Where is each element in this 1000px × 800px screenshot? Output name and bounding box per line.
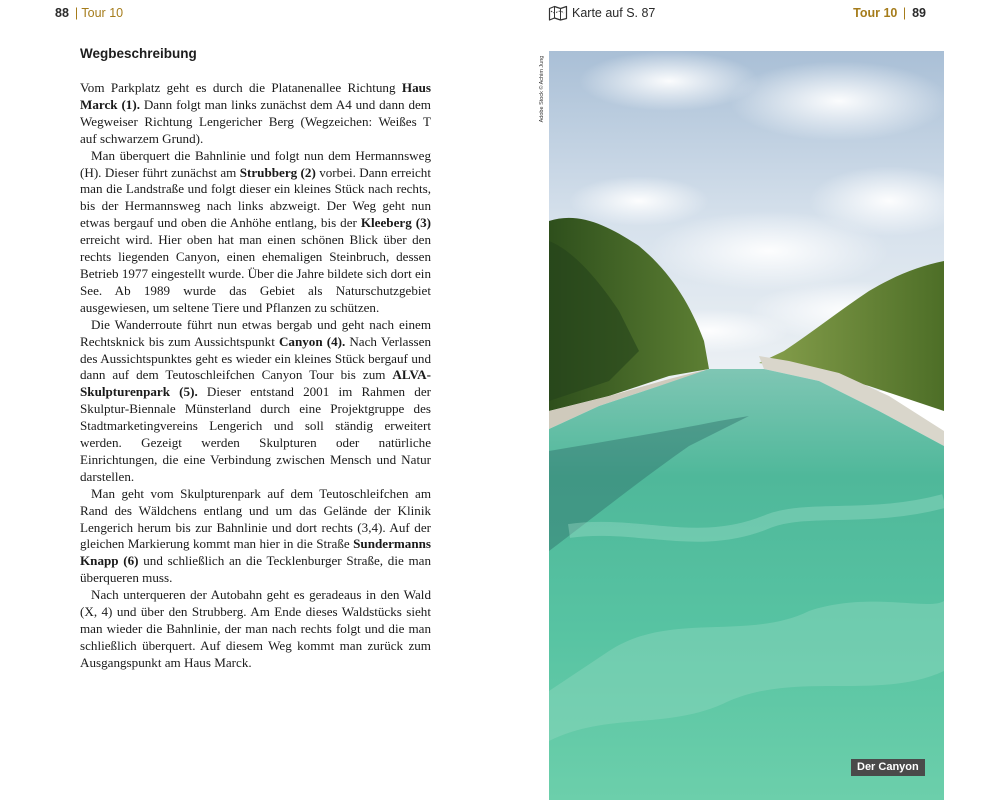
section-heading: Wegbeschreibung	[80, 46, 197, 61]
route-paragraph	[80, 80, 431, 148]
photo-caption: Der Canyon	[851, 759, 925, 776]
paragraph-text: Man geht vom Skulpturenpark auf dem Teutoschleifchen am Rand des Wäldchens entlang und um das Gelände der Klinik Lengerich herum bis zur Bahnlinie und dort rechts (3,4). Auf der gleichen Markierung kommt man hier in die Straße	[80, 485, 431, 552]
left-header-separator: |	[74, 6, 82, 20]
right-page-header	[853, 6, 926, 20]
left-tour-label: Tour 10	[81, 6, 124, 20]
waypoint-name: Strubberg (2)	[239, 164, 316, 180]
paragraph-text: Nach Verlassen des Aussichtspunktes geht es wieder ein kleines Stück bergauf und dann auf dem Teutoschleifchen Canyon Tour bis zum	[80, 333, 431, 383]
waypoint-name: Haus Marck (1).	[80, 80, 431, 112]
paragraph-text: Dieser entstand 2001 im Rahmen der Skulptur-Biennale Münsterland durch eine Projektgruppe des Stadtmarketingvereins Lengerich und soll ständig erweitert werden. Gezeigt werden Skulpturen oder natürliche Einrichtungen, die eine Verbindung zwischen Mensch und Natur darstellen.	[80, 384, 431, 484]
paragraph-text: vorbei. Dann erreicht man die Landstraße und folgt dieser ein kleines Stück nach rechts, bis der Hermannsweg nach links abzweigt. Der Weg geht nun etwas bergauf und oben die Anhöhe entlang, bis der	[80, 164, 431, 231]
map-reference[interactable]	[548, 5, 655, 21]
paragraph-text: Vom Parkplatz geht es durch die Platanenallee Richtung	[80, 80, 402, 95]
left-page-header	[55, 6, 123, 20]
right-tour-label: Tour 10	[853, 6, 898, 20]
route-paragraph	[80, 148, 431, 317]
route-paragraph	[80, 317, 431, 486]
photo-credit	[537, 51, 547, 126]
photo-credit-text: Adobe Stock © Achim Jung	[539, 55, 545, 123]
paragraph-text: und schließlich an die Tecklenburger Straße, die man überqueren muss.	[80, 553, 431, 586]
canyon-photo	[549, 51, 944, 800]
paragraph-text: Die Wanderroute führt nun etwas bergab und geht nach einem Rechtsknick bis zum Aussichtspunkt	[80, 316, 431, 349]
map-icon	[548, 5, 568, 21]
map-reference-text: Karte auf S. 87	[572, 6, 656, 20]
paragraph-text: Dann folgt man links zunächst dem A4 und dann dem Wegweiser Richtung Lengericher Berg (Wegzeichen: Weißes T auf schwarzem Grund).	[80, 96, 431, 146]
waypoint-name: ALVA-Skulpturenpark (5).	[80, 367, 431, 400]
right-page-number: 89	[912, 6, 926, 20]
route-description	[80, 80, 431, 672]
route-paragraph	[80, 587, 431, 672]
left-page-number: 88	[55, 6, 69, 20]
waypoint-name: Kleeberg (3)	[360, 215, 431, 231]
paragraph-text: Man überquert die Bahnlinie und folgt nun dem Hermannsweg (H). Dieser führt zunächst am	[80, 147, 431, 180]
waypoint-name: Sundermanns Knapp (6)	[80, 536, 431, 569]
right-header-separator: |	[899, 6, 907, 20]
route-paragraph	[80, 486, 431, 587]
waypoint-name: Canyon (4).	[278, 333, 346, 349]
paragraph-text: Nach unterqueren der Autobahn geht es geradeaus in den Wald (X, 4) und über den Strubberg. Am Ende dieses Waldstücks sieht man wieder die Bahnlinie, der man nach rechts folgt und die man schließlich überquert. Auf diesem Weg kommt man zurück zum Ausgangspunkt am Haus Marck.	[80, 587, 431, 670]
paragraph-text: erreicht wird. Hier oben hat man einen schönen Blick über den rechts liegenden Canyon, einen ehemaligen Steinbruch, dessen Betrieb 1977 eingestellt wurde. Über die Jahre bildete sich dort ein See. Ab 1989 wurde das Gebiet als Naturschutzgebiet ausgewiesen, um seltene Tiere und Pflanzen zu schützen.	[80, 232, 431, 315]
